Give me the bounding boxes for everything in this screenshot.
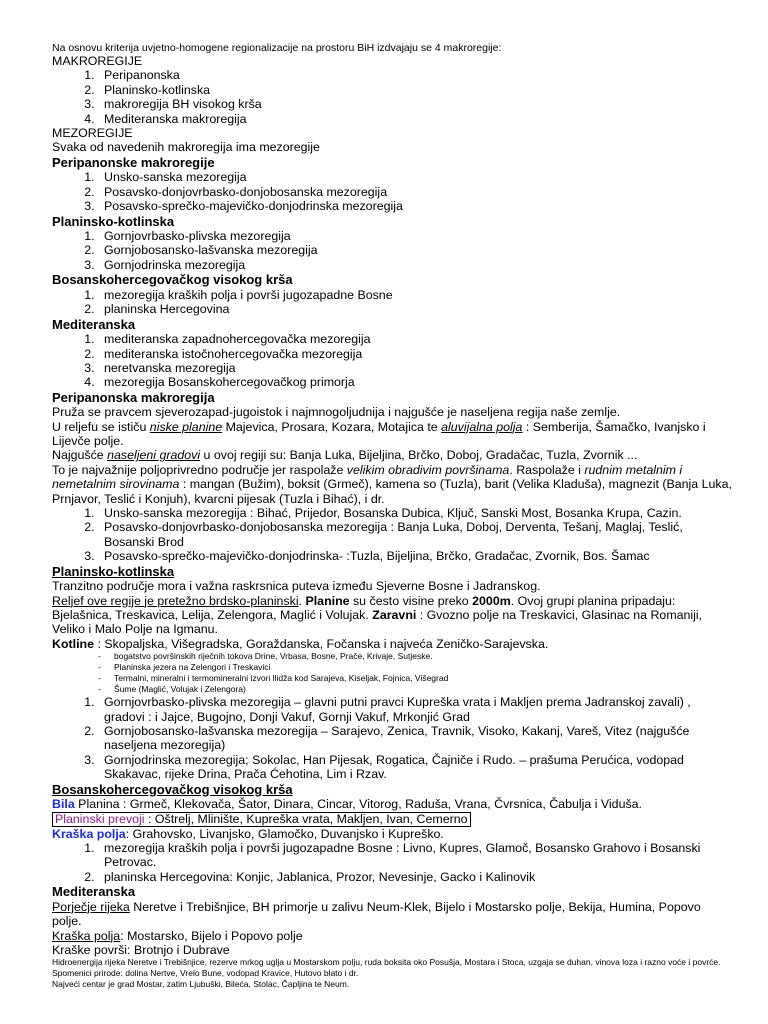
paragraph: Kraške površi: Brotnjo i Dubrave [52,942,230,957]
list-item: 1. Peripanonska [98,68,732,82]
text-run: : Mostarsko, Bijelo i Popovo polje [120,928,303,943]
dash-list [52,651,732,695]
list-item: 2. planinska Hercegovina [98,302,732,316]
text-run: . [298,593,306,608]
makroregije-list [52,68,732,126]
text-run: naseljeni gradovi [107,448,201,463]
list-item: 1. Gornjovrbasko-plivska mezoregija [98,229,732,243]
list-item: - bogatstvo površinskih riječnih tokova Drine, Vrbasa, Bosne, Prače, Krivaje, Sutjeske. [98,651,732,662]
text-run: : Grahovsko, Livanjsko, Glamočko, Duvanjsko i Kupreško. [125,826,444,841]
paragraph [52,900,732,929]
small-paragraph: Spomenici prirode: dolina Nertve, Vrelo Bune, vodopad Kravice, Hutovo blato i dr. [52,968,359,979]
planinsko-list [52,695,732,781]
paragraph [52,797,732,811]
list-item: 2. Planinsko-kotlinska [98,83,732,97]
krs-list [52,841,732,884]
list-item: 3. makroregija BH visokog krša [98,97,732,111]
list-item: 1. mezoregija kraških polja i površi jugozapadne Bosne [98,288,732,302]
small-paragraph: Najveći centar je grad Mostar, zatim Ljubuški, Bileća, Stolac, Čapljina te Neum. [52,979,350,990]
list-item: 3. Gornjodrinska mezoregija; Sokolac, Han Pijesak, Rogatica, Čajniče i Rudo. – prašuma Perućica, vodopad Skakavac, rijeke Drina, Prača Ćehotina, Lim i Rzav. [98,753,732,782]
peripanonska-list [52,506,732,564]
text-run: Zaravni [372,608,417,622]
list-item: 3. Posavsko-sprečko-majevičko-donjodrinska- :Tuzla, Bijeljina, Brčko, Gradačac, Zvornik, Bos. Šamac [98,549,732,563]
paragraph [52,448,732,462]
krs-heading: Bosanskohercegovačkog visokog krša [52,781,293,797]
text-run: : Gvozno polje na Treskavici, Glasinac na Romaniji, Veliko i Malo Polje na Igmanu. [52,608,703,637]
list-item: 2. mediteranska istočnohercegovačka mezoregija [98,347,732,361]
text-run: Majevica, Prosara, Kozara, Motajica te [222,419,442,434]
mezoregije-intro: Svaka od navedenih makroregija ima mezoregije [52,140,320,155]
text-run: : Oštrelj, Mlinište, Kupreška vrata, Makljen, Ivan, Cemerno [144,811,468,826]
mezoregije-heading: MEZOREGIJE [52,126,133,141]
mezoregije-list [52,288,732,317]
text-run: . Raspolaže i [509,462,585,477]
mezoregije-list [52,170,732,213]
text-run: Neretve i Trebišnjice, BH primorje u zalivu Neum-Klek, Bijelo i Mostarsko polje, Bekija, Humina, Popovo polje. [52,899,701,929]
text-run: Bila [52,797,75,812]
text-run: Kotline [52,636,94,651]
text-run: u ovoj regiji su: Banja Luka, Bijeljina, Brčko, Doboj, Gradačac, Tuzla, Zvornik ... [200,448,638,463]
text-run: Planina : Grmeč, Klekovača, Šator, Dinara, Cincar, Vitorog, Raduša, Vrana, Čvrsnica, Čabulja i Viduša. [74,797,642,812]
list-item: 1. Unsko-sanska mezoregija : Bihać, Prijedor, Bosanska Dubica, Ključ, Sanski Most, Bosanka Krupa, Cazin. [98,506,732,520]
list-item: 3. Posavsko-sprečko-majevičko-donjodrinska mezoregija [98,199,732,213]
list-item: - Planinska jezera na Zelengori i Treskavici [98,662,732,673]
planinsko-heading: Planinsko-kotlinska [52,563,175,579]
section-heading: Bosanskohercegovačkog visokog krša [52,272,293,288]
paragraph [52,637,732,651]
text-run: su često visine preko [349,593,473,608]
list-item: 2. Posavsko-donjovrbasko-donjobosanska mezoregija : Banja Luka, Doboj, Derventa, Tešanj, Maglaj, Teslić, Bosanski Brod [98,520,732,549]
paragraph [52,463,732,506]
list-item: 3. Gornjodrinska mezoregija [98,258,732,272]
text-run: Planinski prevoji [55,811,145,826]
text-run: rudnim metalnim i nemetalnim sirovinama [52,462,683,492]
paragraph: Tranzitno područje mora i važna raskrsnica puteva između Sjeverne Bosne i Jadranskog. [52,579,541,594]
mediteranska-heading: Mediteranska [52,884,136,900]
intro-text: Na osnovu kriterija uvjetno-homogene regionalizacije na prostoru BiH izdvajaju se 4 makroregije: [52,42,502,54]
mezoregije-list [52,229,732,272]
list-item: 4. mezoregija Bosanskohercegovačkog primorja [98,375,732,389]
list-item: - Šume (Maglić, Volujak i Zelengora) [98,684,732,695]
text-run: niske planine [149,419,223,434]
text-run: 2000m [472,593,511,608]
section-heading: Planinsko-kotlinska [52,213,175,229]
list-item: 1. Gornjovrbasko-plivska mezoregija – glavni putni pravci Kupreška vrata i Makljen prema Jadranskoj zavali) , gradovi : i Jajce, Bugojno, Donji Vakuf, Gornji Vakuf, Mrkonjić Grad [98,695,732,724]
list-item: 3. neretvanska mezoregija [98,361,732,375]
text-run: Kraška polja [52,928,121,943]
text-run: U reljefu se ističu [52,419,150,434]
list-item: 1. Unsko-sanska mezoregija [98,170,732,184]
list-item: 1. mezoregija kraških polja i površi jugozapadne Bosne : Livno, Kupres, Glamoč, Bosansko Grahovo i Bosanski Petrovac. [98,841,732,870]
mezoregije-list [52,332,732,390]
section-heading: Mediteranska [52,316,136,332]
text-run: Planine [305,593,350,608]
makroregije-heading: MAKROREGIJE [52,54,143,68]
list-item: 2. planinska Hercegovina: Konjic, Jablanica, Prozor, Nevesinje, Gacko i Kalinovik [98,870,732,884]
paragraph: Pruža se pravcem sjeverozapad-jugoistok i najmnogoljudnija i najgušće je naseljena regija naše zemlje. [52,405,621,420]
paragraph [52,420,732,449]
text-run: Reljef ove regije je pretežno brdsko-planinski [52,593,299,608]
text-run: velikim obradivim površinama [346,462,510,477]
text-run: . Ovoj grupi planina pripadaju: Bjelašnica, Treskavica, Lelija, Zelengora, Maglić i Volujak. [52,593,676,622]
prevoji-box [52,812,471,827]
list-item: 4. Mediteranska makroregija [98,112,732,126]
list-item: - Termalni, mineralni i termomineralni izvori llidža kod Sarajeva, Kiseljak, Fojnica, Višegrad [98,673,732,684]
text-run: : Semberija, Šamačko, Ivanjsko i Lijevče polje. [52,419,706,449]
paragraph [52,929,732,943]
text-run: aluvijalna polja [441,419,523,434]
text-run: Porječje rijeka [52,899,130,914]
text-run: Najgušće [52,448,108,463]
text-run: : Skopaljska, Višegradska, Goraždanska, Fočanska i najveća Zeničko-Sarajevska. [94,636,549,651]
section-heading: Peripanonske makroregije [52,154,215,170]
paragraph [52,812,732,827]
peripanonska-heading: Peripanonska makroregija [52,389,215,405]
list-item: 2. Posavsko-donjovrbasko-donjobosanska mezoregija [98,185,732,199]
text-run: To je najvažnije poljoprivredno područje jer raspolaže [52,462,347,477]
list-item: 2. Gornjobosansko-lašvanska mezoregija – Sarajevo, Zenica, Travnik, Visoko, Kakanj, Vareš, Vitez (najgušće naseljena mezoregija) [98,724,732,753]
small-paragraph: Hidroenergija rijeka Neretve i Trebišnjice, rezerve mrkog uglja u Mostarskom polju, ruda boksita oko Posušja, Mostara i Stoca, uzgaja se duhan, vinova loza i razno voće i povrće. [52,957,721,968]
text-run: Kraška polja [52,826,126,841]
paragraph [52,827,732,841]
list-item: 2. Gornjobosansko-lašvanska mezoregija [98,243,732,257]
list-item: 1. mediteranska zapadnohercegovačka mezoregija [98,332,732,346]
paragraph [52,594,732,637]
document-page [52,42,732,990]
text-run: : mangan (Bužim), boksit (Grmeč), kamena so (Tuzla), barit (Velika Kladuša), magnezit (Banja Luka, Prnjavor, Teslić i Konjuh), kvarcni pijesak (Tuzla i Bihać), i dr. [52,477,732,506]
